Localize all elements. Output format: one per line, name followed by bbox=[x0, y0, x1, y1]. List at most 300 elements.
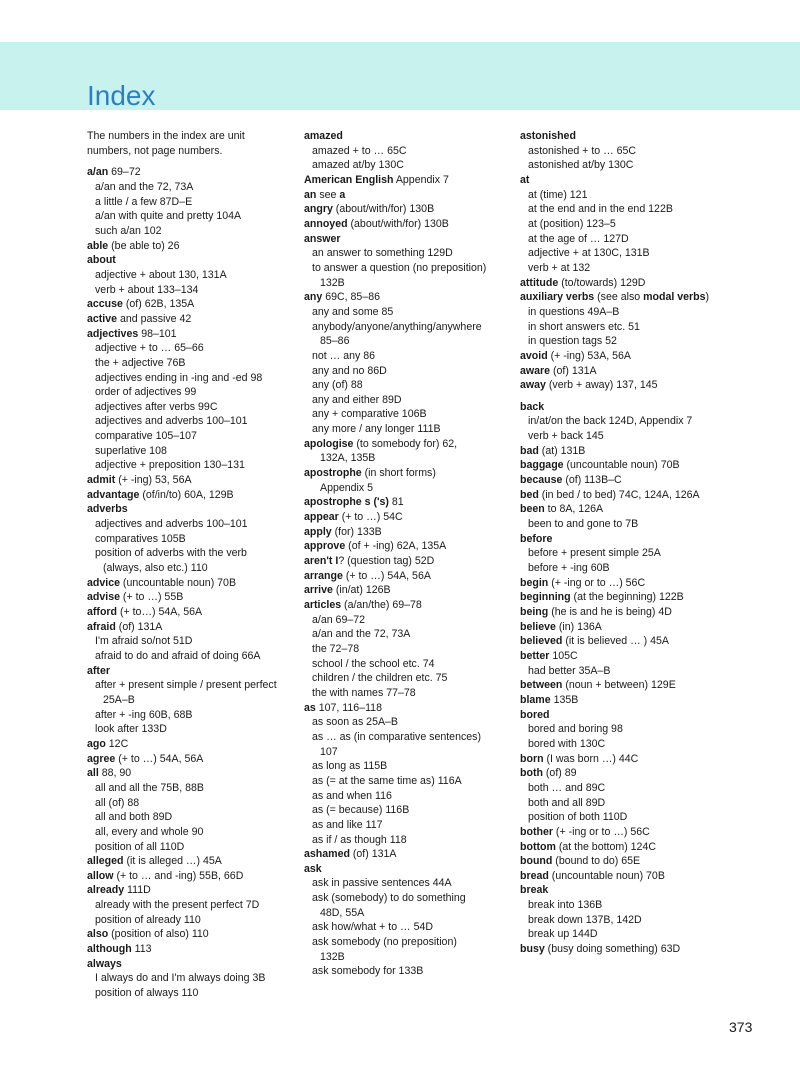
index-entry bbox=[520, 869, 726, 884]
entry-text: 88, 90 bbox=[98, 767, 132, 780]
entry-text: adjective + preposition 130–131 bbox=[95, 459, 245, 472]
entry-text: 135B bbox=[550, 693, 579, 706]
index-subentry bbox=[520, 927, 726, 942]
index-subentry bbox=[87, 986, 293, 1001]
index-subentry bbox=[304, 305, 510, 320]
entry-text: all and both 89D bbox=[95, 811, 173, 824]
index-subentry bbox=[304, 715, 510, 730]
index-subentry bbox=[520, 217, 726, 232]
entry-text: adjectives and adverbs 100–101 bbox=[95, 518, 248, 531]
index-subentry bbox=[520, 320, 726, 335]
entry-headword: arrive bbox=[304, 584, 333, 597]
entry-text: ask somebody for 133B bbox=[312, 965, 424, 978]
entry-text: amazed at/by 130C bbox=[312, 159, 404, 172]
entry-headword: accuse bbox=[87, 298, 123, 311]
entry-text: (it is believed … ) 45A bbox=[562, 635, 669, 648]
entry-headword: about bbox=[87, 254, 116, 267]
index-entry bbox=[304, 129, 510, 144]
entry-text: as and like 117 bbox=[312, 818, 383, 831]
entry-headword: all bbox=[87, 767, 99, 780]
index-subentry bbox=[87, 414, 293, 429]
index-entry bbox=[87, 620, 293, 635]
entry-text: children / the children etc. 75 bbox=[312, 672, 448, 685]
index-subentry bbox=[520, 334, 726, 349]
index-entry bbox=[520, 752, 726, 767]
entry-text: (it is alleged …) 45A bbox=[123, 855, 222, 868]
entry-text: as and when 116 bbox=[312, 789, 392, 802]
entry-text: (to/towards) 129D bbox=[558, 276, 646, 289]
entry-text: (+ to…) 54A, 56A bbox=[117, 606, 203, 618]
entry-headword: apply bbox=[304, 525, 332, 538]
index-subentry bbox=[520, 188, 726, 203]
index-subentry bbox=[87, 825, 293, 840]
index-subentry bbox=[520, 664, 726, 679]
entry-text: (of) 89 bbox=[542, 767, 577, 780]
entry-text: 69C, 85–86 bbox=[322, 291, 380, 304]
index-entry bbox=[520, 173, 726, 188]
index-entry bbox=[87, 854, 293, 869]
index-entry bbox=[520, 693, 726, 708]
index-entry bbox=[520, 473, 726, 488]
entry-headword: astonished bbox=[520, 130, 576, 142]
entry-text: (at) 131B bbox=[538, 444, 586, 457]
index-subentry bbox=[304, 334, 510, 349]
entry-text: break into 136B bbox=[528, 899, 603, 912]
entry-text: (+ -ing) 53A, 56A bbox=[547, 349, 631, 362]
index-subentry bbox=[87, 400, 293, 415]
index-entry bbox=[87, 590, 293, 605]
index-subentry bbox=[87, 283, 293, 298]
entry-headword: better bbox=[520, 649, 550, 662]
index-subentry bbox=[87, 898, 293, 913]
entry-text: ask somebody (no preposition) bbox=[312, 936, 457, 949]
index-entry bbox=[520, 444, 726, 459]
index-column-2 bbox=[304, 129, 510, 979]
entry-text: (about/with/for) 130B bbox=[347, 217, 449, 230]
index-entry bbox=[520, 883, 726, 898]
entry-headword: bored bbox=[520, 708, 550, 721]
entry-text: astonished at/by 130C bbox=[528, 159, 634, 172]
index-subentry bbox=[304, 481, 510, 496]
entry-headword: adjectives bbox=[87, 327, 139, 340]
entry-text: Appendix 5 bbox=[320, 481, 374, 494]
entry-text: adjectives and adverbs 100–101 bbox=[95, 415, 248, 428]
entry-text: numbers, not page numbers. bbox=[87, 144, 223, 157]
index-entry bbox=[520, 290, 726, 305]
entry-headword: apologise bbox=[304, 437, 354, 450]
index-entry bbox=[304, 437, 510, 452]
entry-text: 132B bbox=[320, 950, 345, 963]
entry-headword: amazed bbox=[304, 130, 343, 142]
entry-text: 12C bbox=[105, 737, 129, 750]
entry-text: after + -ing 60B, 68B bbox=[95, 708, 193, 721]
entry-text: afraid to do and afraid of doing 66A bbox=[95, 649, 261, 662]
index-subentry bbox=[304, 818, 510, 833]
index-subentry bbox=[520, 202, 726, 217]
entry-text: (bound to do) 65E bbox=[552, 855, 641, 868]
index-entry bbox=[520, 488, 726, 503]
index-subentry bbox=[304, 876, 510, 891]
index-entry bbox=[520, 129, 726, 144]
index-entry bbox=[520, 276, 726, 291]
index-subentry bbox=[304, 891, 510, 906]
entry-text: position of both 110D bbox=[528, 811, 628, 824]
entry-headword: believe bbox=[520, 620, 556, 633]
index-subentry bbox=[304, 276, 510, 291]
index-entry bbox=[304, 217, 510, 232]
entry-headword: appear bbox=[304, 511, 339, 524]
entry-text: the + adjective 76B bbox=[95, 356, 186, 369]
entry-text: school / the school etc. 74 bbox=[312, 657, 435, 670]
entry-headword: begin bbox=[520, 576, 549, 589]
entry-text: (+ -ing or to …) 56C bbox=[548, 576, 646, 589]
index-subentry bbox=[87, 144, 293, 159]
index-entry bbox=[87, 942, 293, 957]
entry-text: adjectives ending in -ing and -ed 98 bbox=[95, 371, 263, 384]
index-entry bbox=[304, 466, 510, 481]
entry-headword: being bbox=[520, 606, 549, 618]
entry-text: (he is and he is being) 4D bbox=[548, 606, 672, 618]
index-entry bbox=[87, 488, 293, 503]
index-entry bbox=[520, 634, 726, 649]
entry-text: (+ to …) 54A, 56A bbox=[342, 569, 431, 582]
entry-text: (+ to …) 54A, 56A bbox=[115, 752, 204, 765]
entry-text: ask how/what + to … 54D bbox=[312, 921, 434, 934]
entry-text: (uncountable noun) 70B bbox=[119, 576, 237, 589]
entry-text: a/an 69–72 bbox=[312, 613, 366, 626]
entry-text: any and some 85 bbox=[312, 305, 394, 318]
entry-text: in questions 49A–B bbox=[528, 305, 620, 318]
entry-text: an answer to something 129D bbox=[312, 247, 453, 260]
index-entry bbox=[87, 297, 293, 312]
index-subentry bbox=[520, 737, 726, 752]
entry-headword: already bbox=[87, 884, 125, 897]
entry-text: at the age of … 127D bbox=[528, 232, 629, 245]
entry-headword: although bbox=[87, 943, 132, 956]
entry-headword: between bbox=[520, 679, 563, 692]
entry-text: (+ to …) 54C bbox=[338, 511, 403, 524]
index-entry bbox=[520, 942, 726, 957]
index-entry bbox=[87, 927, 293, 942]
index-subentry bbox=[304, 320, 510, 335]
entry-headword: born bbox=[520, 752, 544, 765]
index-subentry bbox=[87, 268, 293, 283]
index-subentry bbox=[304, 964, 510, 979]
entry-headword: been bbox=[520, 503, 545, 516]
index-subentry bbox=[87, 971, 293, 986]
entry-text: (of) 62B, 135A bbox=[122, 298, 195, 311]
entry-text: (of + -ing) 62A, 135A bbox=[345, 540, 447, 553]
index-subentry bbox=[87, 356, 293, 371]
entry-text: as … as (in comparative sentences) bbox=[312, 730, 481, 743]
entry-headword: as bbox=[304, 701, 316, 714]
entry-text: in question tags 52 bbox=[528, 335, 617, 348]
index-subentry bbox=[520, 158, 726, 173]
entry-text: adjective + about 130, 131A bbox=[95, 268, 227, 281]
entry-text: (at the beginning) 122B bbox=[570, 591, 684, 604]
entry-text: as soon as 25A–B bbox=[312, 716, 398, 729]
entry-text: to answer a question (no preposition) bbox=[312, 261, 487, 274]
entry-text: at (position) 123–5 bbox=[528, 217, 616, 230]
index-entry bbox=[520, 854, 726, 869]
index-entry bbox=[520, 378, 726, 393]
index-subentry bbox=[520, 546, 726, 561]
index-subentry bbox=[304, 407, 510, 422]
entry-headword: afford bbox=[87, 606, 118, 618]
index-subentry bbox=[87, 129, 293, 144]
index-entry bbox=[304, 847, 510, 862]
index-entry bbox=[520, 349, 726, 364]
entry-headword: ask bbox=[304, 862, 322, 875]
entry-text: 69–72 bbox=[108, 166, 141, 179]
entry-headword: both bbox=[520, 767, 543, 780]
entry-text: superlative 108 bbox=[95, 444, 167, 457]
entry-text: 98–101 bbox=[138, 327, 177, 340]
entry-text: (I was born …) 44C bbox=[543, 752, 639, 765]
index-subentry bbox=[304, 158, 510, 173]
index-entry bbox=[304, 188, 510, 203]
entry-headword: always bbox=[87, 957, 122, 970]
entry-headword: aren't I bbox=[304, 555, 339, 568]
entry-headword: apostrophe bbox=[304, 467, 362, 480]
entry-text: a little / a few 87D–E bbox=[95, 195, 193, 208]
index-subentry bbox=[520, 898, 726, 913]
entry-text: such a/an 102 bbox=[95, 224, 162, 237]
entry-text: position of always 110 bbox=[95, 987, 199, 1000]
entry-text: before + -ing 60B bbox=[528, 562, 610, 575]
entry-text: the 72–78 bbox=[312, 642, 360, 655]
entry-text: all, every and whole 90 bbox=[95, 825, 204, 838]
entry-text: ask (somebody) to do something bbox=[312, 892, 466, 905]
index-entry bbox=[304, 862, 510, 877]
entry-headword: bed bbox=[520, 488, 539, 501]
entry-headword: bread bbox=[520, 869, 549, 882]
entry-headword: before bbox=[520, 532, 553, 545]
entry-text: a/an and the 72, 73A bbox=[312, 628, 411, 641]
entry-headword: adverbs bbox=[87, 503, 128, 516]
index-subentry bbox=[304, 261, 510, 276]
entry-text: 113 bbox=[131, 943, 152, 956]
entry-text: (to somebody for) 62, bbox=[353, 437, 458, 450]
index-entry bbox=[520, 840, 726, 855]
entry-headword: at bbox=[520, 173, 530, 186]
entry-headword: annoyed bbox=[304, 217, 348, 230]
index-entry bbox=[87, 327, 293, 342]
entry-text: a/an and the 72, 73A bbox=[95, 180, 194, 193]
entry-headword: aware bbox=[520, 364, 551, 377]
index-entry bbox=[87, 502, 293, 517]
entry-text: 107, 116–118 bbox=[315, 701, 382, 714]
index-subentry bbox=[87, 224, 293, 239]
entry-text: amazed + to … 65C bbox=[312, 144, 407, 157]
index-subentry bbox=[304, 627, 510, 642]
entry-text: (a/an/the) 69–78 bbox=[341, 599, 422, 611]
index-entry bbox=[87, 253, 293, 268]
index-subentry bbox=[304, 906, 510, 921]
entry-headword: any bbox=[304, 291, 323, 304]
entry-headword: American English bbox=[304, 173, 394, 186]
entry-text: look after 133D bbox=[95, 723, 167, 736]
index-entry bbox=[87, 957, 293, 972]
index-subentry bbox=[87, 209, 293, 224]
index-subentry bbox=[520, 305, 726, 320]
entry-text: 81 bbox=[388, 496, 404, 509]
index-column-3 bbox=[520, 129, 726, 957]
index-subentry bbox=[520, 414, 726, 429]
entry-text: (of) 113B–C bbox=[562, 474, 622, 487]
entry-text: (in bed / to bed) 74C, 124A, 126A bbox=[538, 488, 700, 501]
index-subentry bbox=[304, 730, 510, 745]
index-entry bbox=[304, 202, 510, 217]
entry-headword: answer bbox=[304, 232, 341, 245]
index-entry bbox=[87, 605, 293, 620]
entry-text: (uncountable noun) 70B bbox=[563, 459, 680, 472]
index-subentry bbox=[304, 657, 510, 672]
entry-text: (of) 131A bbox=[115, 620, 163, 633]
index-entry bbox=[520, 620, 726, 635]
index-entry bbox=[304, 598, 510, 613]
entry-text: (position of also) 110 bbox=[108, 928, 209, 941]
index-entry bbox=[520, 708, 726, 723]
entry-text: all (of) 88 bbox=[95, 796, 140, 809]
index-entry bbox=[304, 495, 510, 510]
index-entry bbox=[304, 583, 510, 598]
index-subentry bbox=[87, 180, 293, 195]
entry-text: position of all 110D bbox=[95, 840, 185, 853]
entry-text: (+ to … and -ing) 55B, 66D bbox=[113, 869, 244, 882]
entry-text: verb + back 145 bbox=[528, 430, 604, 443]
entry-text: adjective + at 130C, 131B bbox=[528, 247, 650, 260]
index-subentry bbox=[87, 678, 293, 693]
entry-text: (at the bottom) 124C bbox=[555, 840, 656, 853]
index-subentry bbox=[520, 796, 726, 811]
index-subentry bbox=[87, 840, 293, 855]
entry-headword: because bbox=[520, 474, 563, 487]
entry-text: 132A, 135B bbox=[320, 452, 376, 465]
entry-text: verb + about 133–134 bbox=[95, 283, 199, 296]
entry-headword: articles bbox=[304, 599, 342, 611]
index-subentry bbox=[520, 810, 726, 825]
entry-text: anybody/anyone/anything/anywhere bbox=[312, 320, 482, 333]
entry-headword: baggage bbox=[520, 459, 564, 472]
index-entry bbox=[304, 232, 510, 247]
index-subentry bbox=[87, 458, 293, 473]
index-subentry bbox=[304, 789, 510, 804]
page-number: 373 bbox=[729, 1019, 753, 1035]
entry-text: break up 144D bbox=[528, 928, 598, 941]
entry-text: before + present simple 25A bbox=[528, 547, 661, 560]
index-subentry bbox=[304, 935, 510, 950]
entry-headword: beginning bbox=[520, 591, 571, 604]
entry-headword: auxiliary verbs bbox=[520, 291, 595, 304]
entry-text: 105C bbox=[549, 649, 578, 662]
index-subentry bbox=[304, 422, 510, 437]
index-subentry bbox=[520, 561, 726, 576]
index-subentry bbox=[520, 517, 726, 532]
index-entry bbox=[304, 525, 510, 540]
index-subentry bbox=[304, 686, 510, 701]
index-entry bbox=[304, 569, 510, 584]
index-subentry bbox=[520, 722, 726, 737]
entry-text: (noun + between) 129E bbox=[562, 679, 676, 692]
entry-headword: ago bbox=[87, 737, 106, 750]
index-subentry bbox=[520, 232, 726, 247]
entry-text: at the end and in the end 122B bbox=[528, 203, 673, 216]
entry-headword: bound bbox=[520, 855, 553, 868]
entry-headword: a bbox=[339, 188, 346, 201]
index-subentry bbox=[304, 246, 510, 261]
index-subentry bbox=[304, 613, 510, 628]
index-subentry bbox=[304, 364, 510, 379]
entry-headword: believed bbox=[520, 635, 563, 648]
index-entry bbox=[87, 883, 293, 898]
index-subentry bbox=[520, 913, 726, 928]
index-subentry bbox=[87, 341, 293, 356]
entry-headword: allow bbox=[87, 869, 114, 882]
index-entry bbox=[304, 173, 510, 188]
index-entry bbox=[520, 678, 726, 693]
index-subentry bbox=[304, 745, 510, 760]
entry-headword: advise bbox=[87, 591, 120, 604]
index-subentry bbox=[87, 385, 293, 400]
index-subentry bbox=[87, 517, 293, 532]
entry-text: in short answers etc. 51 bbox=[528, 320, 640, 333]
index-subentry bbox=[87, 444, 293, 459]
entry-text: (about/with/for) 130B bbox=[332, 203, 435, 216]
entry-text: bored and boring 98 bbox=[528, 723, 623, 736]
entry-text: after + present simple / present perfect bbox=[95, 679, 277, 692]
entry-text: (of) 131A bbox=[550, 364, 597, 377]
index-subentry bbox=[87, 371, 293, 386]
entry-text: not … any 86 bbox=[312, 349, 376, 362]
index-entry bbox=[520, 590, 726, 605]
index-subentry bbox=[304, 349, 510, 364]
entry-headword: also bbox=[87, 928, 109, 941]
index-entry bbox=[304, 701, 510, 716]
index-entry bbox=[87, 473, 293, 488]
entry-text: (in) 136A bbox=[555, 620, 602, 633]
index-subentry bbox=[87, 649, 293, 664]
index-subentry bbox=[87, 693, 293, 708]
entry-headword: approve bbox=[304, 540, 346, 553]
entry-text: any more / any longer 111B bbox=[312, 423, 441, 436]
index-entry bbox=[87, 737, 293, 752]
index-subentry bbox=[304, 803, 510, 818]
entry-text: both … and 89C bbox=[528, 781, 606, 794]
index-entry bbox=[520, 825, 726, 840]
index-subentry bbox=[87, 796, 293, 811]
entry-text: I always do and I'm always doing 3B bbox=[95, 972, 266, 985]
entry-headword: avoid bbox=[520, 349, 548, 362]
index-subentry bbox=[304, 451, 510, 466]
entry-headword: bottom bbox=[520, 840, 556, 853]
index-entry bbox=[520, 649, 726, 664]
entry-text: as long as 115B bbox=[312, 760, 388, 773]
entry-text: comparative 105–107 bbox=[95, 430, 197, 443]
entry-text: The numbers in the index are unit bbox=[87, 130, 245, 142]
index-entry bbox=[87, 664, 293, 679]
index-entry bbox=[520, 532, 726, 547]
entry-text: any (of) 88 bbox=[312, 379, 363, 392]
entry-text: any and either 89D bbox=[312, 393, 402, 406]
index-entry bbox=[520, 364, 726, 379]
entry-text: as (= at the same time as) 116A bbox=[312, 774, 462, 787]
entry-text: 107 bbox=[320, 745, 338, 758]
entry-headword: bother bbox=[520, 825, 553, 838]
index-entry bbox=[304, 554, 510, 569]
entry-text: (always, also etc.) 110 bbox=[103, 562, 208, 575]
entry-text: I'm afraid so/not 51D bbox=[95, 635, 193, 648]
